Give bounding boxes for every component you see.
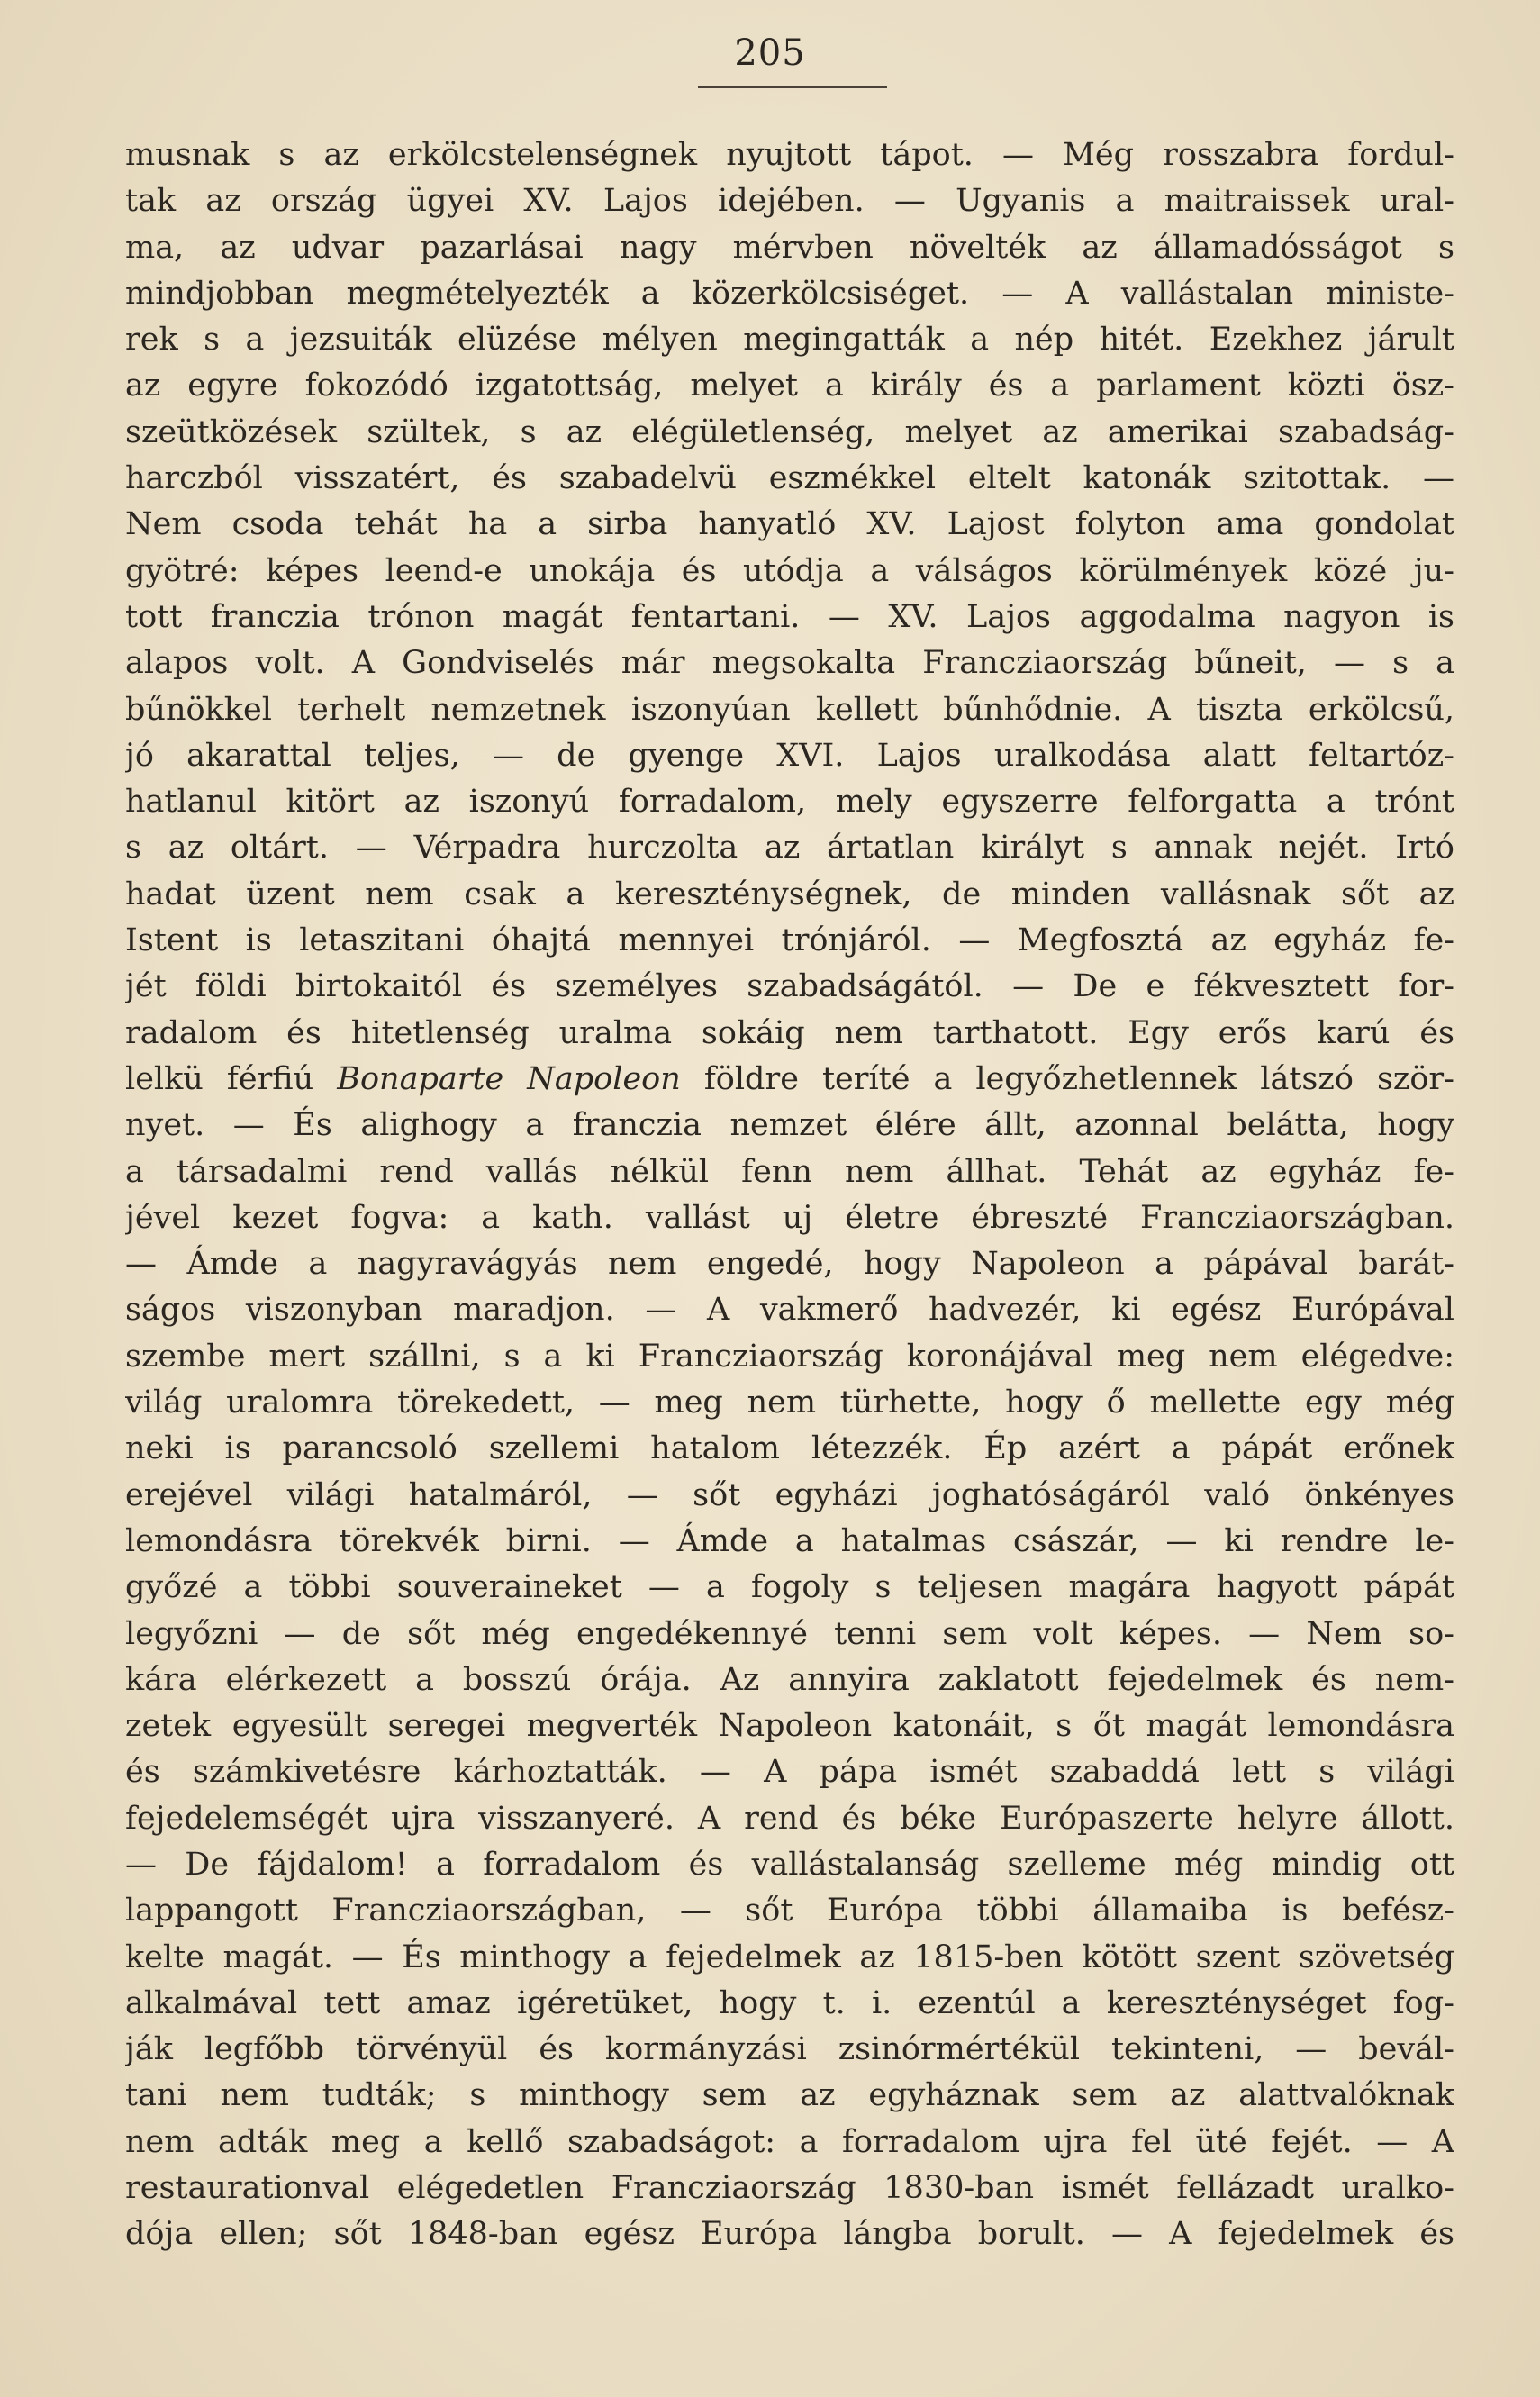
text-line: neki is parancsoló szellemi hatalom létezzék. Ép azért a pápát erőnek	[125, 1430, 1454, 1467]
text-line: legyőzni — de sőt még engedékennyé tenni sem volt képes. — Nem so-	[125, 1615, 1454, 1652]
text-line: harczból visszatért, és szabadelvü eszmékkel eltelt katonák szitottak. —	[125, 460, 1454, 497]
text-line: musnak s az erkölcstelenségnek nyujtott tápot. — Még rosszabra fordul-	[125, 137, 1454, 173]
page-number-rule	[698, 86, 887, 88]
text-line: az egyre fokozódó izgatottság, melyet a király és a parlament közti ösz-	[125, 368, 1454, 404]
page-number: 205	[734, 32, 806, 74]
text-line: restaurationval elégedetlen Francziaország 1830-ban ismét fellázadt uralko-	[125, 2170, 1454, 2207]
text-line: ma, az udvar pazarlásai nagy mérvben növelték az államadósságot s	[125, 229, 1454, 266]
text-line: mindjobban megmételyezték a közerkölcsiséget. — A vallástalan ministe-	[125, 275, 1454, 312]
text-line: dója ellen; sőt 1848-ban egész Európa lángba borult. — A fejedelmek és	[125, 2216, 1454, 2253]
text-line: világ uralomra törekedett, — meg nem türhette, hogy ő mellette egy még	[125, 1385, 1454, 1421]
text-line: lappangott Francziaországban, — sőt Európa többi államaiba is befész-	[125, 1893, 1454, 1929]
body-text	[125, 132, 1454, 2258]
text-line: nyet. — És alighogy a franczia nemzet élére állt, azonnal belátta, hogy	[125, 1107, 1454, 1144]
text-line: hadat üzent nem csak a kereszténységnek, de minden vallásnak sőt az	[125, 876, 1454, 912]
text-line: radalom és hitetlenség uralma sokáig nem tarthatott. Egy erős karú és	[125, 1014, 1454, 1051]
text-line: erejével világi hatalmáról, — sőt egyházi joghatóságáról való önkényes	[125, 1476, 1454, 1513]
text-line: tani nem tudták; s minthogy sem az egyháznak sem az alattvalóknak	[125, 2077, 1454, 2114]
text-line: jét földi birtokaitól és személyes szabadságától. — De e fékvesztett for-	[125, 968, 1454, 1005]
text-line: győzé a többi souveraineket — a fogoly s teljesen magára hagyott pápát	[125, 1569, 1454, 1606]
text-line: tott franczia trónon magát fentartani. — XV. Lajos aggodalma nagyon is	[125, 598, 1454, 635]
text-line: gyötré: képes leend-e unokája és utódja a válságos körülmények közé ju-	[125, 552, 1454, 589]
text-line: kelte magát. — És minthogy a fejedelmek az 1815-ben kötött szent szövetség	[125, 1938, 1454, 1975]
text-line: lemondásra törekvék birni. — Ámde a hatalmas császár, — ki rendre le-	[125, 1522, 1454, 1559]
text-line: ságos viszonyban maradjon. — A vakmerő hadvezér, ki egész Európával	[125, 1292, 1454, 1329]
text-line: zetek egyesült seregei megverték Napoleon katonáit, s őt magát lemondásra	[125, 1708, 1454, 1745]
text-line: ják legfőbb törvényül és kormányzási zsinórmértékül tekinteni, — bevál-	[125, 2031, 1454, 2068]
text-line: jó akarattal teljes, — de gyenge XVI. Lajos uralkodása alatt feltartóz-	[125, 737, 1454, 774]
text-line: — Ámde a nagyravágyás nem engedé, hogy Napoleon a pápával barát-	[125, 1246, 1454, 1283]
text-line: hatlanul kitört az iszonyú forradalom, mely egyszerre felforgatta a trónt	[125, 784, 1454, 821]
text-segment: lelkü férfiú	[125, 1060, 338, 1097]
italic-name: Bonaparte Napoleon	[337, 1060, 681, 1097]
text-line: jével kezet fogva: a kath. vallást uj életre ébreszté Francziaországban.	[125, 1199, 1454, 1236]
text-line: alkalmával tett amaz igéretüket, hogy t. i. ezentúl a kereszténységet fog-	[125, 1984, 1454, 2021]
text-line: tak az ország ügyei XV. Lajos idejében. — Ugyanis a maitraissek ural-	[125, 183, 1454, 220]
text-line: fejedelemségét ujra visszanyeré. A rend és béke Európaszerte helyre állott.	[125, 1800, 1454, 1837]
text-line: kára elérkezett a bosszú órája. Az annyira zaklatott fejedelmek és nem-	[125, 1661, 1454, 1698]
text-segment: földre teríté a legyőzhetlennek látszó ször-	[680, 1060, 1454, 1097]
text-line-with-name	[125, 1057, 1454, 1103]
text-line: Istent is letaszitani óhajtá mennyei trónjáról. — Megfosztá az egyház fe-	[125, 922, 1454, 959]
text-line: bűnökkel terhelt nemzetnek iszonyúan kellett bűnhődnie. A tiszta erkölcsű,	[125, 691, 1454, 728]
text-line: rek s a jezsuiták elüzése mélyen megingatták a nép hitét. Ezekhez járult	[125, 322, 1454, 359]
text-line: nem adták meg a kellő szabadságot: a forradalom ujra fel üté fejét. — A	[125, 2123, 1454, 2160]
text-line: és számkivetésre kárhoztatták. — A pápa ismét szabaddá lett s világi	[125, 1754, 1454, 1791]
text-line: Nem csoda tehát ha a sirba hanyatló XV. Lajost folyton ama gondolat	[125, 506, 1454, 543]
text-line: — De fájdalom! a forradalom és vallástalanság szelleme még mindig ott	[125, 1846, 1454, 1883]
text-line: alapos volt. A Gondviselés már megsokalta Francziaország bűneit, — s a	[125, 645, 1454, 682]
text-line: szembe mert szállni, s a ki Francziaország koronájával meg nem elégedve:	[125, 1338, 1454, 1375]
text-line: s az oltárt. — Vérpadra hurczolta az ártatlan királyt s annak nejét. Irtó	[125, 830, 1454, 867]
text-line: a társadalmi rend vallás nélkül fenn nem állhat. Tehát az egyház fe-	[125, 1153, 1454, 1190]
text-line: szeütközések szültek, s az elégületlenség, melyet az amerikai szabadság-	[125, 413, 1454, 450]
